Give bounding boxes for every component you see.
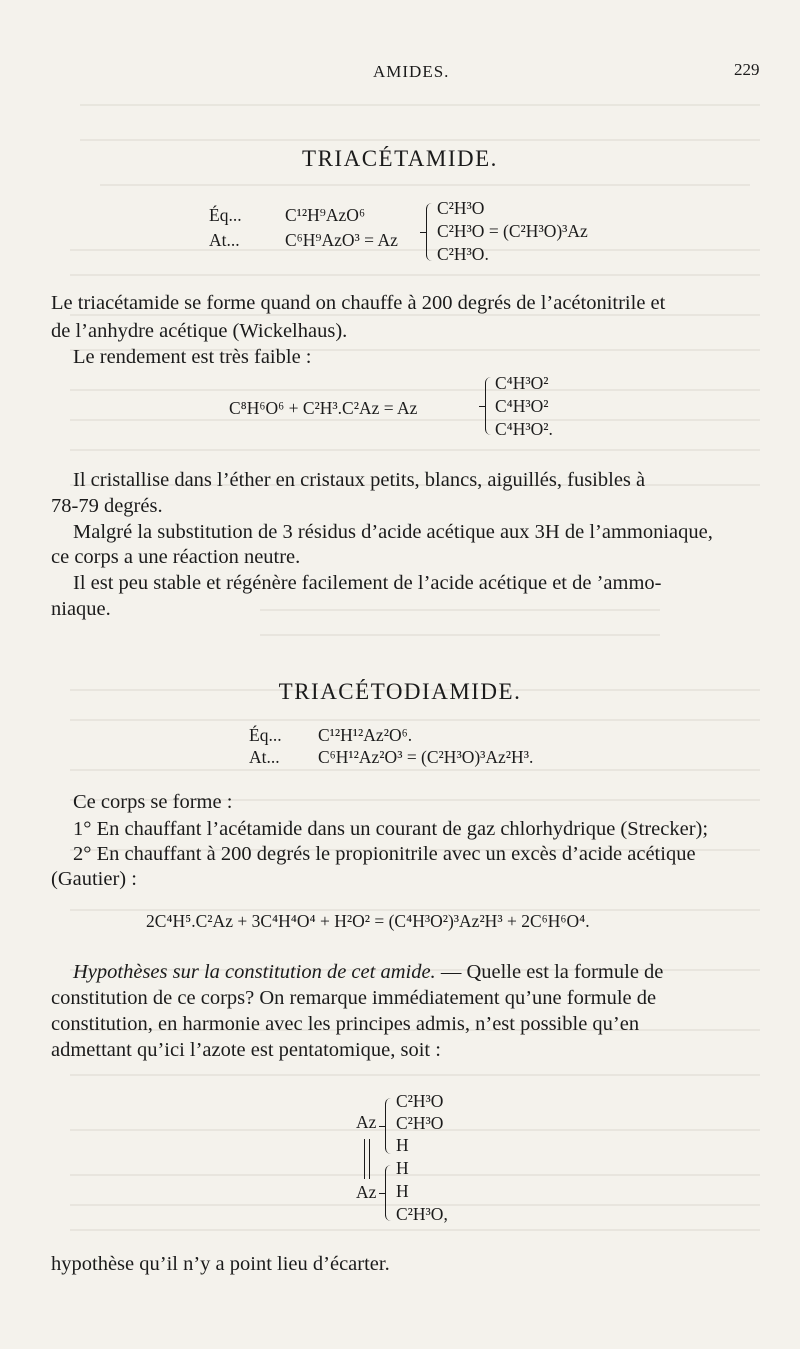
reaction-group-3: C⁴H³O². [495,419,553,439]
paragraph-text: ce corps a une réaction neutre. [51,546,301,568]
structure-nitrogen-bottom: Az [356,1182,377,1202]
paragraph-text: admettant qu’ici l’azote est pentatomique, soit : [51,1039,441,1061]
paragraph-text: de l’anhydre acétique (Wickelhaus). [51,320,348,342]
formula-at: C⁶H¹²Az²O³ = (C²H³O)³Az²H³. [318,747,534,767]
structure-group: C²H³O [396,1091,444,1111]
paragraph-text: niaque. [51,598,111,620]
formula-eq: C¹²H⁹AzO⁶ [285,205,366,225]
structure-group: H [396,1181,409,1201]
running-header-title: AMIDES. [373,62,450,81]
formula-eq-label: Éq... [209,205,242,225]
list-item: (Gautier) : [51,868,137,890]
paragraph-text: hypothèse qu’il n’y a point lieu d’écarter. [51,1253,390,1275]
bond-line [364,1139,365,1179]
reaction-equation: C⁸H⁶O⁶ + C²H³.C²Az = Az [229,398,418,418]
section-title-triacetamide: TRIACÉTAMIDE. [302,146,498,171]
hypothesis-heading: Hypothèses sur la constitution de cet amide. [73,961,436,983]
paragraph-text: Il cristallise dans l’éther en cristaux petits, blancs, aiguillés, fusibles à [73,469,646,491]
page-number: 229 [734,60,760,79]
paragraph-text: constitution, en harmonie avec les principes admis, n’est possible qu’en [51,1013,640,1035]
paragraph-text: Ce corps se forme : [73,791,233,813]
formula-at: C⁶H⁹AzO³ = Az [285,230,398,250]
brace-bracket [485,377,495,435]
formula-group-1: C²H³O [437,198,485,218]
formula-eq-label: Éq... [249,725,282,745]
paragraph-text: Il est peu stable et régénère facilement de l’acide acétique et de ’ammo- [73,572,662,594]
formula-group-3: C²H³O. [437,244,489,264]
paragraph-text: Le rendement est très faible : [73,346,312,368]
structure-group: C²H³O [396,1113,444,1133]
reaction-group-2: C⁴H³O² [495,396,549,416]
paragraph-text: — Quelle est la formule de [435,961,664,983]
paragraph-text: Le triacétamide se forme quand on chauffe à 200 degrés de l’acétonitrile et [51,292,666,314]
brace-bracket [426,203,436,261]
section-title-triacetodiamide: TRIACÉTODIAMIDE. [278,679,522,704]
reaction-equation: 2C⁴H⁵.C²Az + 3C⁴H⁴O⁴ + H²O² = (C⁴H³O²)³Az²H³ + 2C⁶H⁶O⁴. [146,911,590,931]
paragraph-text: Malgré la substitution de 3 résidus d’acide acétique aux 3H de l’ammoniaque, [73,521,713,543]
structure-group: H [396,1135,409,1155]
paragraph-text: constitution de ce corps? On remarque immédiatement qu’une formule de [51,987,657,1009]
formula-eq: C¹²H¹²Az²O⁶. [318,725,413,745]
formula-at-label: At... [249,747,280,767]
brace-bracket [385,1165,395,1221]
list-item: 1° En chauffant l’acétamide dans un courant de gaz chlorhydrique (Strecker); [73,818,709,840]
bond-line [369,1139,370,1179]
paragraph-text: 78-79 degrés. [51,495,163,517]
bleed-through-texture [60,90,780,1250]
structure-group: C²H³O, [396,1204,448,1224]
brace-bracket [385,1098,395,1154]
structure-nitrogen-top: Az [356,1112,377,1132]
list-item: 2° En chauffant à 200 degrés le propionitrile avec un excès d’acide acétique [73,843,696,865]
structure-group: H [396,1158,409,1178]
formula-at-label: At... [209,230,240,250]
reaction-group-1: C⁴H³O² [495,373,549,393]
formula-group-2: C²H³O = (C²H³O)³Az [437,221,588,241]
